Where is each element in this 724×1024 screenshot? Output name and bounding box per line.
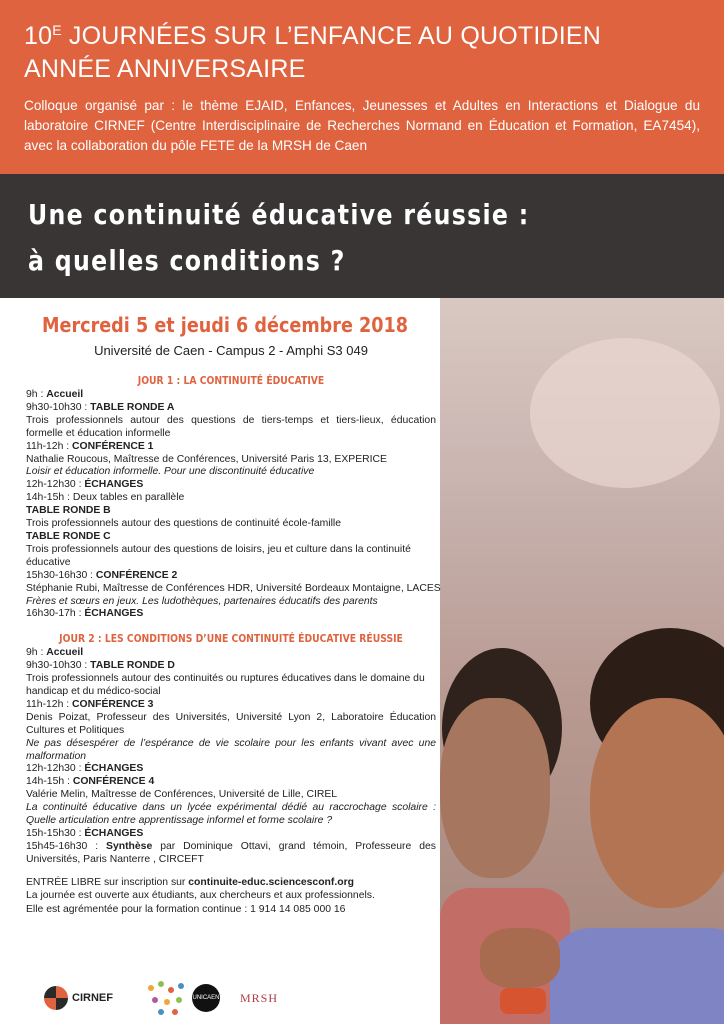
day1-heading: JOUR 1 : LA CONTINUITÉ ÉDUCATIVE [137,374,325,387]
schedule-item: TABLE RONDE B [26,505,111,517]
partner-logos [44,978,344,1018]
schedule-item: 14h-15h : Deux tables en parallèle [26,492,185,504]
organizer-description: Colloque organisé par : le thème EJAID, Enfances, Jeunesses et Adultes en Interactions et Dialogue du laboratoire CIRNEF (Centre Interdisciplinaire de Recherches Normand en Éducation et Formation, EA7454), avec la collaboration du pôle FETE de la MRSH de Caen [24,98,700,153]
event-series-title: $10^E$ JOURNÉES SUR L’ENFANCE AU QUOTIDIEN [24,22,602,50]
audience-note: La journée est ouverte aux étudiants, aux chercheurs et aux professionnels. [26,890,375,902]
talk-title: Loisir et éducation informelle. Pour une discontinuité éducative [26,466,315,478]
speaker: Nathalie Roucous, Maîtresse de Conférences, Université Paris 13, EXPERICE [26,453,387,465]
talk-title: Frères et sœurs en jeux. Les ludothèques, partenaires éducatifs des parents [26,595,378,607]
schedule-item: 16h30-17h : ÉCHANGES [26,608,144,620]
schedule-item: 12h-12h30 : ÉCHANGES [26,479,144,491]
unicaen-logo: UNICAEN [192,978,220,1018]
theme-title-line1: Une continuité éducative réussie : [28,199,530,231]
schedule-item: 15h45-16h30 : Synthèse par Dominique Ottavi, grand témoin, Professeure des Universités, Paris Nanterre , CIRCEFT [26,840,436,865]
talk-title: La continuité éducative dans un lycée expérimental dédié au raccrochage scolaire : Quelle articulation entre apprentissage informel et forme scolaire ? [26,802,436,827]
schedule-item: 12h-12h30 : ÉCHANGES [26,763,144,775]
registration-link[interactable]: continuite-educ.sciencesconf.org [188,876,354,888]
registration-info [26,876,436,917]
programme [0,298,446,1024]
theme-band [0,174,724,298]
theme-title-line2: à quelles conditions ? [28,245,346,277]
schedule-item: TABLE RONDE C [26,530,111,542]
schedule-item: 15h-15h30 : ÉCHANGES [26,828,144,839]
schedule-item: 9h30-10h30 : TABLE RONDE A [26,401,175,413]
cirnef-mark-icon [44,986,68,1010]
schedule-description: Trois professionnels autour des continuités ou ruptures éducatives dans le domaine du handicap et du médico-social [26,673,425,698]
mrsh-logo: MRSH [240,990,279,1005]
talk-title: Ne pas désespérer de l’espérance de vie scolaire pour les enfants vivant avec une malformation [26,737,436,762]
schedule-item: 11h-12h : CONFÉRENCE 3 [26,698,154,710]
schedule-item: 9h : Accueil [26,647,84,659]
speaker: Stéphanie Rubi, Maîtresse de Conférences HDR, Université Bordeaux Montaigne, LACES [26,582,441,594]
header-band [0,0,724,174]
schedule-item: 15h30-16h30 : CONFÉRENCE 2 [26,569,178,581]
schedule-description: Trois professionnels autour des questions de loisirs, jeu et culture dans la continuité éducative [26,543,411,568]
schedule-description: Trois professionnels autour des questions de tiers-temps et tiers-lieux, éducation formelle et éducation informelle [26,414,436,439]
anniversary-title: ANNÉE ANNIVERSAIRE [24,55,306,83]
schedule-item: 14h-15h : CONFÉRENCE 4 [26,776,155,788]
event-venue: Université de Caen - Campus 2 - Amphi S3 049 [94,343,368,358]
children-photo [440,298,724,1024]
schedule-description: Trois professionnels autour des questions de continuité école-famille [26,518,341,530]
speaker: Denis Poizat, Professeur des Universités, Université Lyon 2, Laboratoire Éducation Cultures et Politiques [26,711,436,736]
event-date: Mercredi 5 et jeudi 6 décembre 2018 [42,313,408,337]
speaker: Valérie Melin, Maîtresse de Conférences, Université de Lille, CIREL [26,789,338,801]
schedule-item: 9h : Accueil [26,389,84,400]
registration-line: ENTRÉE LIBRE sur inscription sur continuite-educ.sciencesconf.org [26,876,354,888]
fete-pole-logo [144,978,192,1018]
day2-heading: JOUR 2 : LES CONDITIONS D’UNE CONTINUITÉ ÉDUCATIVE RÉUSSIE [59,632,403,646]
training-approval: Elle est agrémentée pour la formation continue : 1 914 14 085 000 16 [26,903,346,915]
schedule-item: 9h30-10h30 : TABLE RONDE D [26,660,175,672]
schedule-item: 11h-12h : CONFÉRENCE 1 [26,440,154,452]
cirnef-logo: CIRNEF [44,978,113,1018]
